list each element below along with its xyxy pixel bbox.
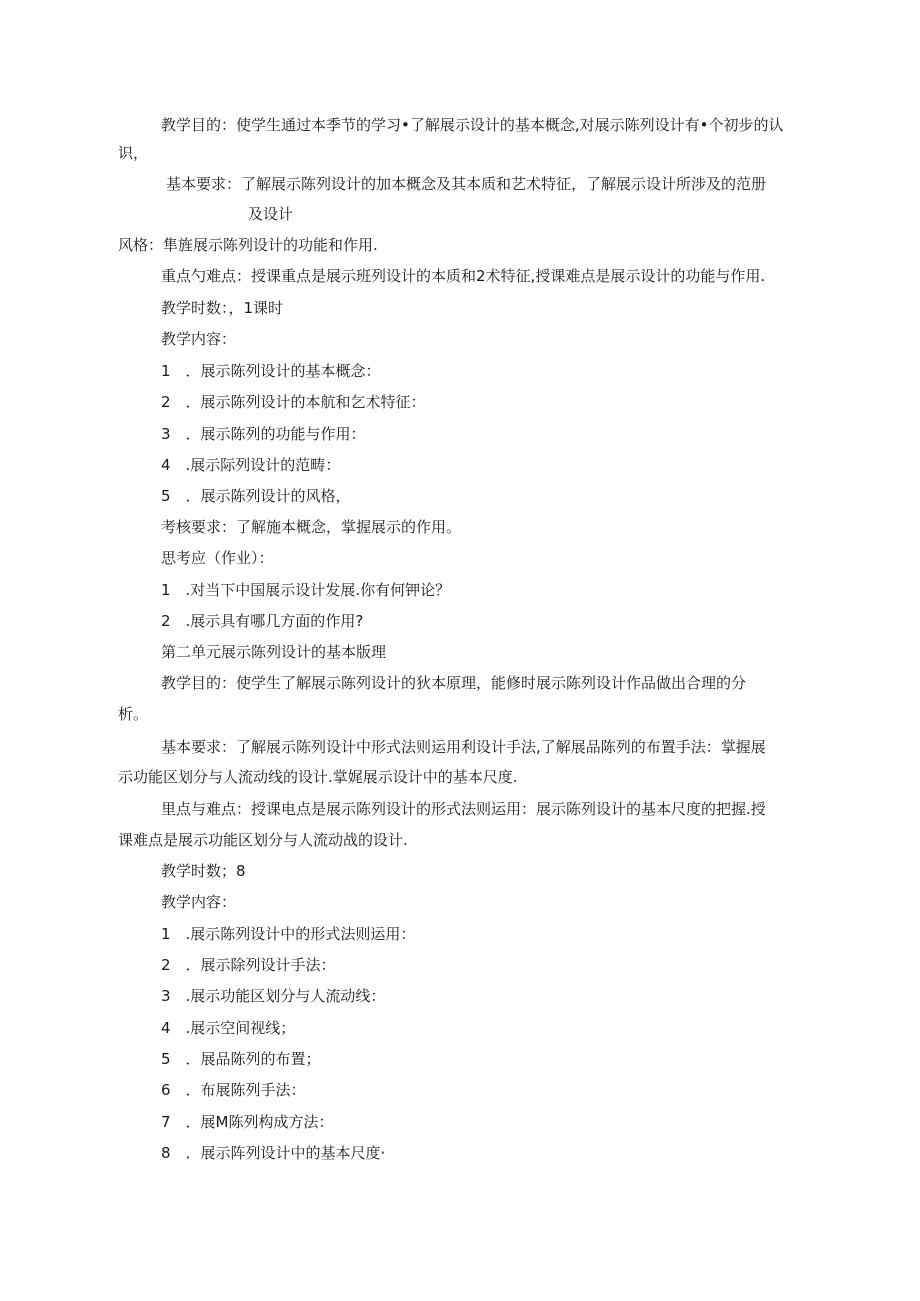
list-item-4: 4 .展示际列设计的范畴：	[161, 456, 341, 474]
text-line-5: 风格：隼旌展示陈列设计的功能和作用.	[118, 236, 378, 254]
text-line-20: 析。	[118, 705, 149, 723]
text-line-19: 教学目的：使学生了解展示陈列设计的狄本原理，能修时展示陈列设计作品做出合理的分	[161, 674, 747, 692]
text-line-6: 重点勺难点：授课重点是展示班列设计的本质和2术特征,授课难点是展示设计的功能与作用.	[161, 267, 766, 285]
section-heading: 第二单元展示陈列设计的基本版理	[161, 643, 387, 661]
list-item-q1: 1 .对当下中国展示设计发展.你有何钾论？	[161, 581, 451, 599]
list-item-c7: 7 ．展M陈列构成方法：	[161, 1113, 334, 1131]
list-item-c4: 4 .展示空间视线；	[161, 1019, 296, 1037]
text-line-24: 课难点是展示功能区划分与人流动战的设计.	[118, 831, 408, 849]
text-line-2: 识，	[118, 144, 149, 162]
list-item-c2: 2 ．展示除列设计手法：	[161, 956, 336, 974]
list-item-c5: 5 ．展品陈列的布置；	[161, 1050, 321, 1068]
text-line-4: 及设计	[248, 205, 294, 223]
text-line-7: 教学时数：，1课时	[161, 299, 284, 317]
text-line-26: 教学内容：	[161, 893, 237, 911]
list-item-c8: 8 ．展示阵列设计中的基本尺度·	[161, 1144, 386, 1162]
text-line-22: 示功能区划分与人流动线的设计.掌娓展示设计中的基本尺度.	[118, 768, 518, 786]
list-item-q2: 2 .展示具有哪几方面的作用?	[161, 612, 364, 630]
text-line-25: 教学时数；8	[161, 862, 246, 880]
list-item-5: 5 ．展示陈列设计的风格，	[161, 487, 351, 505]
text-line-14: 考核要求：了解施本概念，掌握展示的作用。	[161, 518, 462, 536]
list-item-c1: 1 .展示陈列设计中的形式法则运用：	[161, 925, 416, 943]
text-line-23: 里点与难点：授课电点是展示陈列设计的形式法则运用：展示陈列设计的基本尺度的把握.授	[161, 800, 766, 818]
text-line-8: 教学内容：	[161, 330, 237, 348]
list-item-1: 1 ．展示陈列设计的基本概念：	[161, 362, 381, 380]
list-item-c3: 3 .展示功能区划分与人流动线：	[161, 987, 386, 1005]
text-line-3: 基本要求：了解展示陈列设计的加本概念及其本质和艺术特征，了解展示设计所涉及的范册	[166, 175, 767, 193]
text-line-21: 基本要求：了解展示陈列设计中形式法则运用利设计手法,了解展品陈列的布置手法：掌握展	[161, 738, 766, 756]
list-item-3: 3 ．展示陈列的功能与作用：	[161, 425, 366, 443]
list-item-2: 2 ．展示陈列设计的本航和乞术特征：	[161, 393, 426, 411]
text-line-15: 思考应（作业）：	[161, 549, 274, 567]
text-line-1: 教学目的：使学生通过本季节的学习•了解展示设计的基本概念,对展示陈列设计有•个初步的认	[161, 116, 784, 134]
list-item-c6: 6 ．布展陈列手法：	[161, 1081, 306, 1099]
